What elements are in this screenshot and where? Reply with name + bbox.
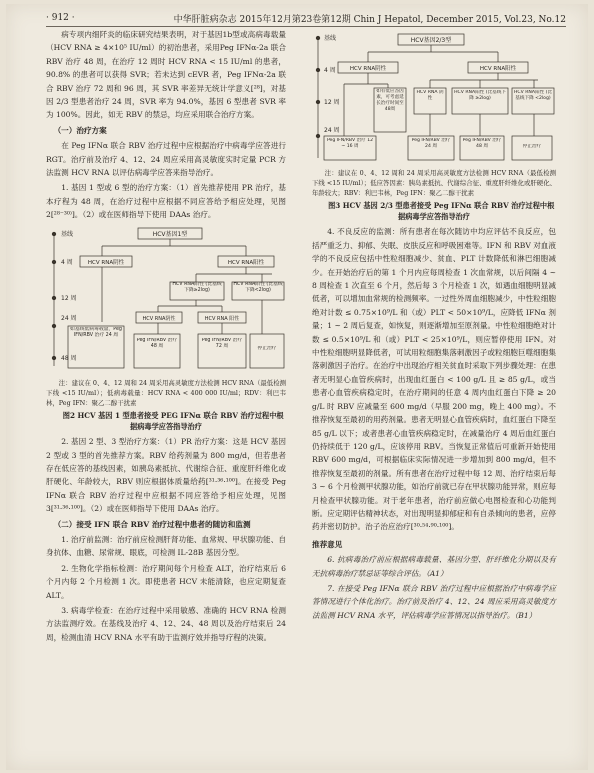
- fig2-note: 注：建议在 0、4、12 周和 24 周采用高灵敏度方法检测 HCV RNA（最低检测下线 <15 IU/ml）；低病毒载量：HCV RNA < 400 000 IU/ml；RDV：利巴韦林，Peg IFN：聚乙二醇干扰素: [46, 379, 286, 408]
- recommendation-7: 7. 在接受 Peg IFNα 联合 RBV 治疗过程中应根据治疗中病毒学应答情况进行个体化治疗。治疗前及治疗 4、12、24 周应采用高灵敏度方法监测 HCV RNA 水平，评估病毒学应答情况以指导治疗。（B1）: [312, 583, 556, 620]
- fig3-box-48-weeks: Peg IFN/RBV 治疗 48 周: [462, 138, 502, 149]
- fig2-rna-negative-2: HCV RNA阴性: [142, 315, 176, 322]
- fig2-box-stop: 停止治疗: [257, 345, 277, 351]
- fig3-week-4: 4 周: [324, 67, 336, 74]
- right-column: [312, 28, 556, 624]
- fig3-drop-negative: HCV RNA 阴性: [416, 90, 444, 101]
- monitoring-item-3: 3. 病毒学检查：在治疗过程中采用敏感、准确的 HCV RNA 检测方法监测疗效。在基线及治疗 4、12、24、48 周以及治疗结束后 24 周，检测血清 HCV RNA 水平有助于监测疗效并指导疗程的决策。: [46, 605, 286, 642]
- fig2-week-4: 4 周: [61, 258, 73, 266]
- fig3-note: 注：建议在 0、4、12 周和 24 周采用高灵敏度方法检测 HCV RNA（最低检测下线 <15 IU/ml）；低应答因素：胰岛素抵抗、代谢综合征、重度肝纤维化或肝硬化、年龄较大；RBV：利巴韦林，Peg IFN：聚乙二醇干扰素: [312, 169, 556, 198]
- monitoring-item-2: 2. 生物化学指标检测：治疗期间每个月检查 ALT，治疗结束后 6 个月内每 2 个月检测 1 次。即使患者 HCV 未能清除，也应定期复查 ALT。: [46, 563, 286, 600]
- fig3-box-24-weeks: Peg IFN/RBV 治疗 24 周: [411, 138, 451, 149]
- fig3-top-label: HCV基因2/3型: [410, 37, 452, 44]
- section-heading-monitoring: （二）接受 IFN 联合 RBV 治疗过程中患者的随访和监测: [53, 519, 251, 529]
- fig2-drop-low: HCV RNA阳性 (比基线下降<2log): [233, 281, 283, 293]
- fig3-drop-low: HCV RNA阳性 (比基线下降 <2log): [513, 90, 553, 101]
- fig2-week-48: 48 周: [61, 354, 77, 362]
- fig2-week-24: 24 周: [61, 314, 77, 322]
- fig3-rna-positive: HCV RNA阳性: [479, 66, 517, 72]
- fig3-box-12-16-weeks: Peg IFN/RBV 治疗 12 ~ 16 周: [326, 138, 374, 149]
- section-heading-treatment: （一）治疗方案: [53, 125, 107, 135]
- running-header: [46, 10, 566, 27]
- figure-3-flowchart: [312, 32, 556, 164]
- fig3-caption: 图3 HCV 基因 2/3 型患者接受 Peg IFNα 联合 RBV 治疗过程中根据病毒学应答指导治疗: [328, 201, 555, 222]
- recommendation-6: 6. 抗病毒治疗前应根据病毒载量、基因分型、肝纤维化分期以及有无抗病毒治疗禁忌证等综合评估。（A1）: [312, 555, 556, 578]
- fig2-box-48-weeks: Peg IFN/RBV 治疗 48 周: [136, 337, 178, 350]
- genotype-1-paragraph: 1. 基因 1 型或 6 型的治疗方案：（1）首先推荐使用 PR 治疗，基本疗程为 48 周，在治疗过程中应根据不同应答给予相应处理，见图 2[²⁸⁻³⁰⁾]。（2）或在医师指导下使用 DAAs 治疗。: [46, 183, 286, 220]
- fig3-drop-high: HCV RNA阳性 (比基线下降 ≥2log): [454, 90, 506, 101]
- intro-paragraph: 病专项内细阡炎的临床研究结果表明，对于基因1b型或高病毒载量（HCV RNA ≥ 4×10⁵ IU/ml）的初治患者，采用Peg IFNα-2a 联合 RBV 治疗 48 周，在治疗 12 周时 HCV RNA < 15 IU/ml 的患者，90.8% 的患者可以获得 SVR；若未达到 cEVR 者，Peg IFNα-2a 联合 RBV 治疗 72 周和 96 周，其 SVR 率差异无统计学意义[²⁸]，对基因 2/3 型患者治疗 24 周，SVR 率为 94.0%，基因 6 型患者 SVR 率为 100%。因此，如无 RBV 的禁忌，均应采用联合治疗方案。: [46, 30, 286, 120]
- adverse-reaction-paragraph: 4. 不良反应的监测：所有患者在每次随访中均应评估不良反应，包括严重乏力、抑郁、失眠、皮肤反应和呼吸困难等。IFN 和 RBV 对血液学的不良反应包括中性粒细胞减少、贫血、PLT 计数降低和淋巴细胞减少。在开始治疗后的第 1 个月内应每周检查 1 次血常规，以后间隔 4 ~ 8 周检查 1 次直至 6 个月，然后每 3 个月检查 1 次，如遇血细胞明显减低者，可以增加血常规的检测频率。一过性外周血细胞减少，中性粒细胞绝对计数 ≤ 0.75×10⁹/L 和（或）PLT < 50×10⁹/L，应降低 IFNα 剂量；1 ~ 2 周后复查，如恢复，则逐渐增加至原剂量。中性粒细胞绝对计数 ≤ 0.5×10⁹/L 和（或）PLT < 25×10⁹/L，则应暂停使用 IFN。对中性粒细胞明显降低者，可试用粒细胞集落刺激因子或粒细胞巨噬细胞集落刺激因子治疗。在治疗中出现治疗相关贫血时采取下列步骤处理：在患者无明显心血管疾病时，出现血红蛋白 < 100 g/L 且 ≥ 85 g/L，或当患者心血管疾病稳定时，在治疗期间的任意 4 周内血红蛋白下降 ≥ 20 g/L 时 RBV 应减量至 600 mg/d（早服 200 mg，晚上 400 mg）。不推荐恢复至最初的用药剂量。患者无明显心血管疾病时，血红蛋白下降至 85 g/L 以下；或者患者心血管疾病稳定时，在减量治疗 4 周后血红蛋白仍持续低于 120 g/L，应该停用 RBV。当恢复正常值后可重新开始使用 RBV 600 mg/d，可根据临床实际情况进一步增加到 800 mg/d，但不推荐恢复至最初的剂量。所有患者在治疗过程中每 12 周、治疗结束后每 3 ~ 6 个月检测甲状腺功能，如治疗前就已存在甲状腺功能异常，则应每月检查甲状腺功能。对于老年患者，治疗前应做心电图检查和心功能判断。应定期评估精神状态，对出现明显抑郁症和有自杀倾向的患者，应停药并密切防护。治子治应治疗[³⁰·⁵⁴·⁹⁰·¹⁰⁰]。: [312, 227, 556, 532]
- fig3-week-24: 24 周: [324, 127, 340, 134]
- fig2-box-24-weeks: 如基线低病毒载量，Peg IFN/RBV 治疗 24 周: [70, 326, 122, 339]
- recommendation-heading: 推荐意见: [312, 539, 343, 549]
- monitoring-item-1: 1. 治疗前监测：治疗前应检测肝肾功能、血常规、甲状腺功能、自身抗体、血糖、尿常规、眼底，可检测 IL-28B 基因分型。: [46, 534, 286, 558]
- fig2-top-label: HCV基因1型: [152, 230, 188, 238]
- fig2-box-72-weeks: Peg IFN/RBV 治疗 72 周: [201, 337, 243, 350]
- fig2-rna-positive: HCV RNA阳性: [227, 259, 265, 266]
- page-number: · 912 ·: [46, 13, 75, 23]
- figure-3: [312, 32, 556, 222]
- fig2-rna-positive-2: HCV RNA 阳性: [204, 315, 240, 322]
- fig2-baseline-label: 基线: [61, 230, 74, 238]
- fig2-rna-negative: HCV RNA阴性: [87, 259, 125, 266]
- figure-2: [46, 226, 286, 432]
- fig2-drop-high: HCV RNA阳性 (比基线下降≥2log): [172, 281, 222, 293]
- treatment-paragraph: 在 Peg IFNα 联合 RBV 治疗过程中应根据治疗中病毒学应答进行 RGT。治疗前及治疗 4、12、24 周应采用高灵敏度实时定量 PCR 方法监测 HCV RNA 以评估病毒学应答来指导治疗。: [46, 141, 286, 178]
- left-column: [46, 28, 286, 646]
- journal-citation: 中华肝脏病杂志 2015年12月第23卷第12期 Chin J Hepatol, December 2015, Vol.23, No.12: [173, 14, 566, 25]
- fig2-caption: 图2 HCV 基因 1 型患者接受 PEG IFNα 联合 RBV 治疗过程中根据病毒学应答指导治疗: [62, 411, 284, 432]
- fig3-box-stop: 停止治疗: [522, 144, 542, 149]
- genotype-2-3-paragraph: 2. 基因 2 型、3 型治疗方案：（1）PR 治疗方案：这是 HCV 基因 2 型或 3 型的首先推荐方案。RBV 给药剂量为 800 mg/d，但若患者存在低应答的基线因素，如胰岛素抵抗、代谢综合征、重度肝纤维化或肝硬化、年龄较大，RBV 则应根据体质量给药[³¹·³⁶·¹⁰⁰]。在接受 Peg IFNα 联合 RBV 治疗过程中应根据不同应答给予相应处理，见图 3[³¹·³⁶·¹⁰⁰]。（2）或在医师指导下使用 DAAs 治疗。: [46, 437, 286, 514]
- fig3-low-response-box: 如有低应答因素，可考虑延长治疗时间至48周: [376, 89, 404, 112]
- figure-2-flowchart: [46, 226, 286, 374]
- fig3-week-12: 12 周: [324, 99, 340, 106]
- journal-page: [6, 4, 588, 770]
- fig2-week-12: 12 周: [61, 294, 77, 302]
- fig3-baseline-label: 基线: [324, 35, 337, 42]
- fig3-rna-negative: HCV RNA阴性: [349, 66, 387, 72]
